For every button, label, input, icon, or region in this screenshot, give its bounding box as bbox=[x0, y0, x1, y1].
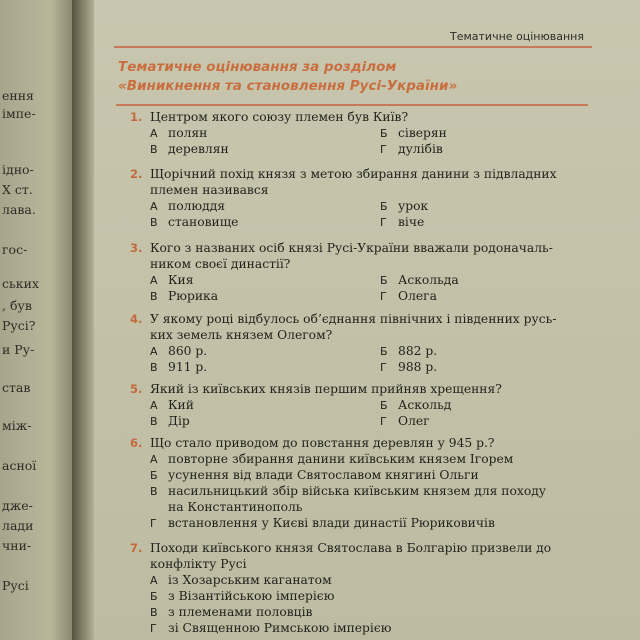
question-4 bbox=[130, 311, 556, 375]
title-rule bbox=[116, 104, 588, 106]
option-letter: Б bbox=[380, 345, 388, 358]
question-5 bbox=[130, 381, 502, 429]
option-text: 860 р. bbox=[168, 344, 208, 358]
textbook-page bbox=[94, 0, 640, 640]
option-d bbox=[380, 141, 443, 158]
option-text: дулібів bbox=[398, 142, 443, 156]
question-text: племен називався bbox=[150, 183, 269, 197]
option-b bbox=[380, 343, 437, 360]
question-text: ником своєї династії? bbox=[150, 257, 291, 271]
header-rule bbox=[114, 46, 592, 48]
left-text-fragment: ення bbox=[2, 88, 34, 103]
question-number: 4. bbox=[130, 312, 143, 326]
option-letter: Б bbox=[380, 127, 388, 140]
option-a bbox=[130, 451, 546, 467]
option-b bbox=[130, 588, 551, 604]
option-text: насильницький збір війська київським князем для походу bbox=[168, 484, 547, 498]
option-c bbox=[150, 141, 229, 158]
question-text: Що стало приводом до повстання деревлян у 945 р.? bbox=[150, 436, 495, 450]
option-letter: В bbox=[150, 290, 158, 303]
book-gutter bbox=[72, 0, 94, 640]
option-letter: А bbox=[150, 345, 158, 358]
left-text-fragment: дже- bbox=[2, 498, 33, 513]
left-text-fragment: гос- bbox=[2, 242, 28, 257]
left-text-fragment: лава. bbox=[2, 202, 36, 217]
left-text-fragment: імпе- bbox=[2, 106, 36, 121]
option-text: Кий bbox=[168, 398, 194, 412]
option-a bbox=[150, 397, 194, 414]
option-letter: А bbox=[150, 574, 158, 587]
left-page-fragment bbox=[0, 0, 72, 640]
option-letter: Г bbox=[150, 517, 157, 530]
question-number: 3. bbox=[130, 241, 143, 255]
option-text: полян bbox=[168, 126, 208, 140]
option-text: полюддя bbox=[168, 199, 226, 213]
option-a bbox=[150, 343, 207, 360]
option-c bbox=[150, 413, 190, 430]
option-text: деревлян bbox=[168, 142, 229, 156]
option-letter: А bbox=[150, 453, 158, 466]
option-letter: Г bbox=[150, 622, 157, 635]
option-text: із Хозарським каганатом bbox=[168, 573, 332, 587]
option-text: зі Священною Римською імперією bbox=[168, 621, 392, 635]
question-2 bbox=[130, 166, 557, 230]
option-text: Аскольд bbox=[398, 398, 452, 412]
question-text: ких земель князем Олегом? bbox=[150, 328, 333, 342]
option-text: сіверян bbox=[398, 126, 447, 140]
option-letter: Б bbox=[380, 200, 388, 213]
option-text: 911 р. bbox=[168, 360, 208, 374]
left-text-fragment: чни- bbox=[2, 538, 32, 553]
left-text-fragment: Русі bbox=[2, 578, 29, 593]
option-letter: В bbox=[150, 415, 158, 428]
option-letter: В bbox=[150, 143, 158, 156]
question-number: 5. bbox=[130, 382, 143, 396]
option-b bbox=[380, 397, 451, 414]
question-text: У якому році відбулось об’єднання північних і південних русь- bbox=[150, 312, 557, 326]
option-letter: А bbox=[150, 274, 158, 287]
option-a bbox=[150, 272, 193, 289]
question-3 bbox=[130, 240, 553, 304]
option-text: Кия bbox=[168, 273, 194, 287]
option-letter: Г bbox=[380, 361, 387, 374]
title-line-1: Тематичне оцінювання за розділом bbox=[118, 59, 397, 75]
left-text-fragment: лади bbox=[2, 518, 34, 533]
left-text-fragment: Русі? bbox=[2, 318, 36, 333]
option-text: 988 р. bbox=[398, 360, 438, 374]
question-text: Щорічний похід князя з метою збирання данини з підвладних bbox=[150, 167, 557, 181]
option-d bbox=[380, 288, 437, 305]
option-text: з Візантійською імперією bbox=[168, 589, 335, 603]
option-b bbox=[380, 198, 428, 215]
option-a bbox=[150, 125, 207, 142]
option-letter: Б bbox=[380, 399, 388, 412]
option-letter: А bbox=[150, 127, 158, 140]
option-letter: В bbox=[150, 216, 158, 229]
left-text-fragment: , був bbox=[2, 298, 32, 313]
option-d bbox=[380, 359, 437, 376]
question-6 bbox=[130, 435, 546, 531]
question-number: 2. bbox=[130, 167, 143, 181]
option-c bbox=[130, 483, 546, 499]
option-letter: А bbox=[150, 200, 158, 213]
option-c bbox=[150, 288, 218, 305]
option-text: Дір bbox=[168, 414, 190, 428]
option-text: з племенами половців bbox=[168, 605, 313, 619]
left-text-fragment: ських bbox=[2, 276, 39, 291]
question-number: 6. bbox=[130, 436, 143, 450]
question-text: Який із київських князів першим прийняв хрещення? bbox=[150, 382, 502, 396]
option-text: становище bbox=[168, 215, 239, 229]
option-c-continued: на Константинополь bbox=[168, 500, 303, 514]
left-text-fragment: X ст. bbox=[2, 182, 33, 197]
option-a bbox=[150, 198, 225, 215]
option-text: урок bbox=[398, 199, 429, 213]
option-text: Олег bbox=[398, 414, 430, 428]
option-b bbox=[130, 467, 546, 483]
option-d bbox=[130, 515, 546, 531]
option-b bbox=[380, 272, 459, 289]
left-text-fragment: став bbox=[2, 380, 31, 395]
option-text: 882 р. bbox=[398, 344, 438, 358]
question-7 bbox=[130, 540, 551, 636]
section-title bbox=[118, 58, 457, 96]
question-text: Походи київського князя Святослава в Болгарію призвели до bbox=[150, 541, 552, 555]
question-number: 1. bbox=[130, 110, 143, 124]
option-d bbox=[380, 214, 424, 231]
option-c bbox=[150, 359, 207, 376]
title-line-2: «Виникнення та становлення Русі-України» bbox=[118, 78, 458, 94]
left-text-fragment: ідно- bbox=[2, 162, 34, 177]
left-text-fragment: асної bbox=[2, 458, 37, 473]
option-letter: Б bbox=[380, 274, 388, 287]
option-b bbox=[380, 125, 447, 142]
option-a bbox=[130, 572, 551, 588]
option-c bbox=[130, 604, 551, 620]
question-text: Кого з названих осіб князі Русі-України вважали родоначаль- bbox=[150, 241, 553, 255]
question-text: Центром якого союзу племен був Київ? bbox=[150, 110, 409, 124]
left-text-fragment: між- bbox=[2, 418, 32, 433]
question-text: конфлікту Русі bbox=[150, 557, 247, 571]
option-letter: Г bbox=[380, 216, 387, 229]
option-d bbox=[130, 620, 551, 636]
option-text: Олега bbox=[398, 289, 437, 303]
option-letter: А bbox=[150, 399, 158, 412]
option-text: встановлення у Києві влади династії Рюриковичів bbox=[168, 516, 495, 530]
running-head: Тематичне оцінювання bbox=[450, 30, 584, 43]
option-d bbox=[380, 413, 430, 430]
question-1 bbox=[130, 109, 447, 157]
option-letter: Г bbox=[380, 415, 387, 428]
option-letter: Г bbox=[380, 143, 387, 156]
question-number: 7. bbox=[130, 541, 143, 555]
option-letter: В bbox=[150, 606, 158, 619]
option-letter: В bbox=[150, 361, 158, 374]
option-text: віче bbox=[398, 215, 425, 229]
option-letter: Г bbox=[380, 290, 387, 303]
left-text-fragment: и Ру- bbox=[2, 342, 35, 357]
option-text: Рюрика bbox=[168, 289, 219, 303]
option-letter: В bbox=[150, 485, 158, 498]
option-c bbox=[150, 214, 238, 231]
option-text: повторне збирання данини київським князем Ігорем bbox=[168, 452, 514, 466]
option-letter: Б bbox=[150, 469, 158, 482]
option-text: усунення від влади Святославом княгині Ольги bbox=[168, 468, 479, 482]
option-text: Аскольда bbox=[398, 273, 459, 287]
option-letter: Б bbox=[150, 590, 158, 603]
